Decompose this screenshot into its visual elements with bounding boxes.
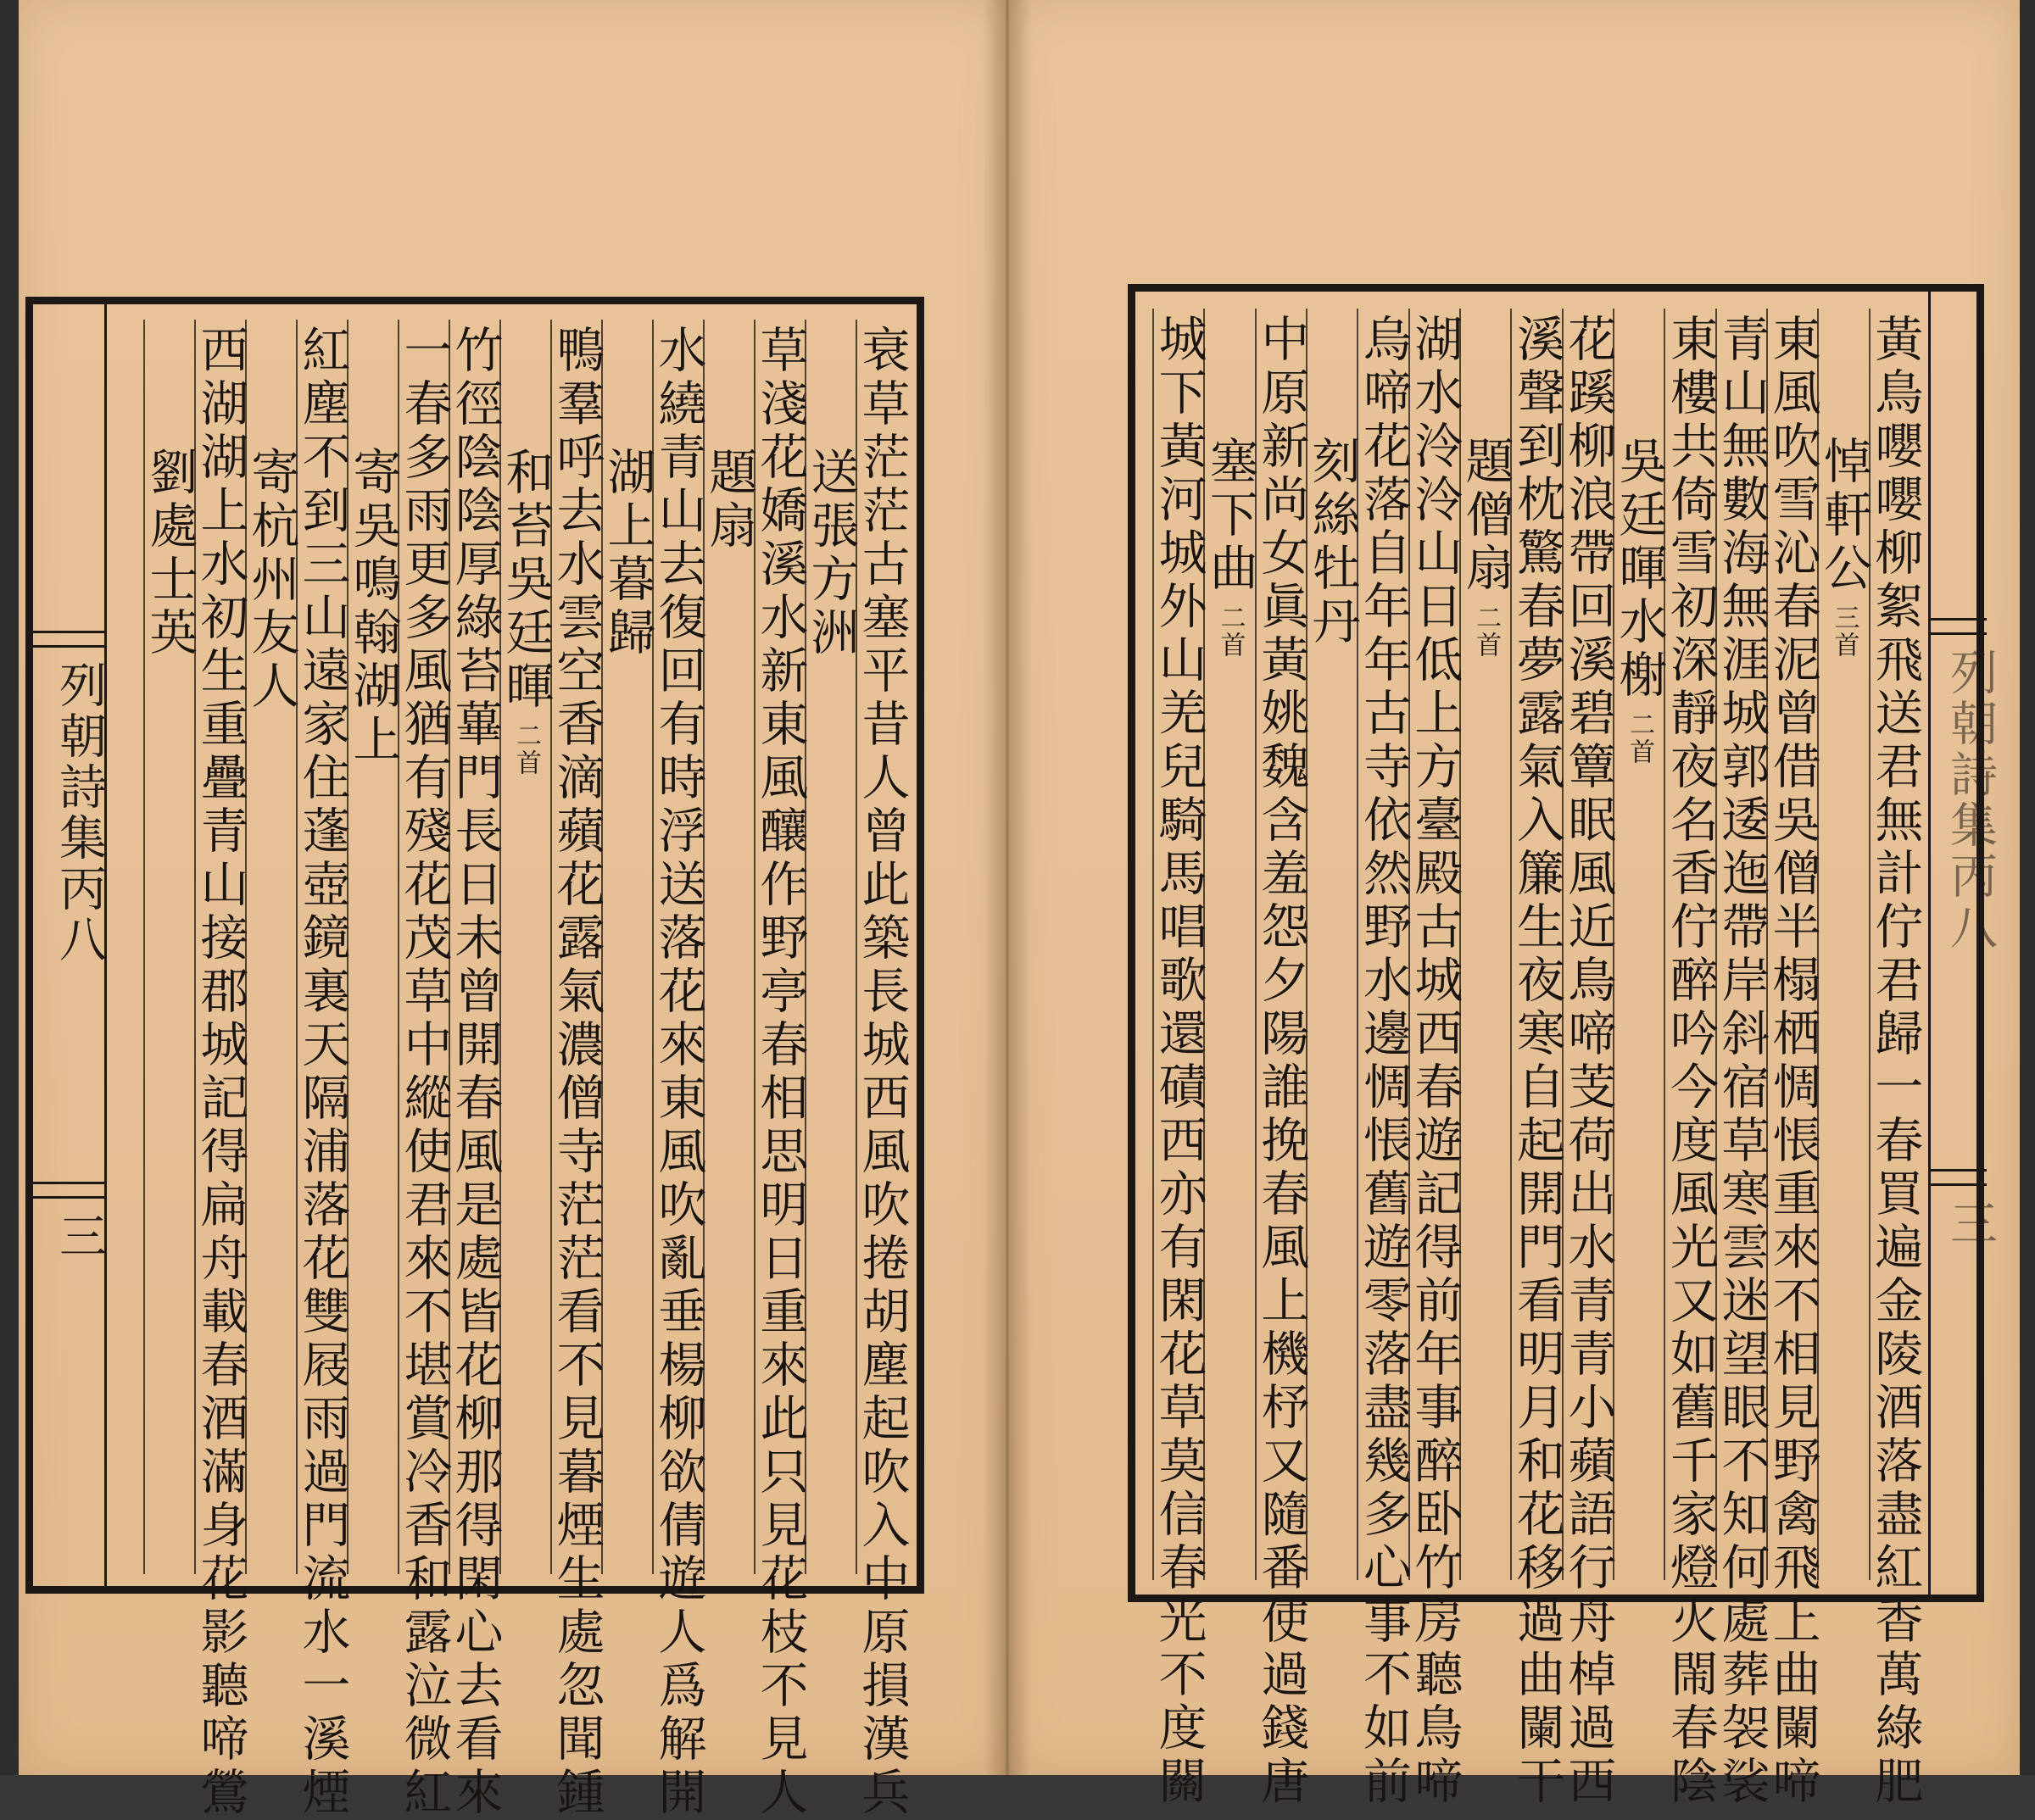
- poem-line: 東樓共倚雪初深靜夜名香佇醉吟今度風光又如舊千家燈火閙春陰: [1662, 314, 1719, 1809]
- right-text-block: [1151, 309, 1923, 1809]
- poem-title: 送張方洲: [803, 447, 859, 660]
- poem-line: 東風吹雪沁春泥曾借吳僧半榻栖惆悵重來不相見野禽飛上曲闌啼: [1765, 314, 1821, 1809]
- text-column: [701, 320, 757, 1574]
- poem-title: 題僧扇: [1458, 436, 1514, 596]
- poem-line: 溪聲到枕驚春夢露氣入簾生夜寒自起開門看明月和花移過曲闌干: [1508, 314, 1565, 1809]
- poem-count-note: 二首: [1215, 604, 1246, 659]
- poem-line: 衰草茫茫古塞平昔人曾此築長城西風吹捲胡塵起吹入中原損漢兵: [854, 325, 910, 1820]
- right-fishtail-top: [1931, 618, 1987, 635]
- left-margin-strip: [33, 304, 107, 1586]
- text-column: [345, 320, 401, 1574]
- poem-line: 黃鳥嚶嚶柳絮飛送君無計佇君歸一春買遍金陵酒落盡紅香萬綠肥: [1866, 314, 1923, 1809]
- poem-line: 烏啼花落自年年古寺依然野水邊惆悵舊遊零落盡幾多心事不如前: [1355, 314, 1412, 1809]
- poem-line: 中原新尚女眞黃姚魏含羞怨夕陽誰挽春風上機杼又隨番使過錢唐: [1252, 314, 1309, 1809]
- right-margin-title: 列朝詩集丙八: [1943, 648, 1998, 953]
- text-column: [1866, 309, 1923, 1809]
- poem-line: 鴨羣呼去水雲空香滴蘋花露氣濃僧寺茫茫看不見暮煙生處忽聞鍾: [549, 325, 605, 1820]
- text-column: [1713, 309, 1770, 1809]
- poem-count-note: 三首: [1829, 604, 1859, 659]
- text-column: [243, 320, 299, 1574]
- text-column: [752, 320, 808, 1820]
- left-page-frame: [25, 297, 924, 1820]
- right-margin-strip: [1928, 292, 1998, 1595]
- poem-title: 寄吳鳴翰湖上: [345, 447, 401, 767]
- text-column: [1252, 309, 1309, 1809]
- text-column: [1508, 309, 1565, 1809]
- text-column: [549, 320, 605, 1820]
- poem-title: 題扇: [701, 447, 757, 554]
- text-column: [192, 320, 248, 1820]
- poem-title: 劉處士英: [142, 447, 198, 660]
- text-column: [1406, 309, 1463, 1809]
- poem-line: 竹徑陰陰厚綠苔蓽門長日未曾開春風是處皆花柳那得閑心去看來: [447, 325, 503, 1820]
- text-column: [1355, 309, 1412, 1809]
- poem-title: 寄杭州友人: [243, 447, 299, 714]
- text-column: [1458, 309, 1514, 1580]
- text-column: [142, 320, 198, 1574]
- poem-title: 塞下曲: [1201, 436, 1258, 596]
- left-fishtail-bottom: [33, 1182, 104, 1199]
- poem-line: 湖水泠泠山日低上方臺殿古城西春遊記得前年事醉卧竹房聽鳥啼: [1406, 314, 1463, 1809]
- text-column: [1151, 309, 1207, 1809]
- poem-count-note: 二首: [511, 722, 541, 776]
- text-column: [498, 320, 554, 1574]
- text-column: [1201, 309, 1258, 1580]
- text-column: [396, 320, 452, 1820]
- text-column: [1765, 309, 1821, 1809]
- left-margin-title: 列朝詩集丙八: [52, 660, 107, 966]
- poem-title: 湖上暮歸: [599, 447, 655, 660]
- text-column: [1611, 309, 1668, 1580]
- poem-line: 花蹊柳浪帶回溪碧簟眠風近鳥啼芰荷出水青青小蘋語行舟棹過西: [1559, 314, 1616, 1809]
- poem-line: 草淺花嬌溪水新東風釀作野亭春相思明日重來此只見花枝不見人: [752, 325, 808, 1820]
- poem-title: 刻絲牡丹: [1304, 436, 1361, 649]
- left-fishtail-top: [33, 631, 104, 648]
- poem-line: 西湖湖上水初生重疊青山接郡城記得扁舟載春酒滿身花影聽啼鶯: [192, 325, 248, 1820]
- poem-line: 紅塵不到三山遠家住蓬壺鏡裏天隔浦落花雙屐雨過門流水一溪煙: [294, 325, 350, 1820]
- poem-title: 和苔吳廷暉: [498, 447, 554, 714]
- poem-title: 悼軒公: [1815, 436, 1872, 596]
- poem-line: 青山無數海無涯城郭逶迤帶岸斜宿草寒雲迷望眼不知何處葬袈裟: [1713, 314, 1770, 1809]
- poem-line: 城下黃河城外山羌兒騎馬唱歌還磧西亦有閑花草莫信春光不度關: [1151, 314, 1207, 1809]
- left-margin-page-no: 三: [52, 1211, 107, 1262]
- right-book-edge: [2020, 0, 2035, 1775]
- poem-title: 吳廷暉水榭: [1611, 436, 1668, 703]
- left-book-edge: [0, 0, 19, 1775]
- book-gutter: [984, 0, 1031, 1775]
- text-column: [294, 320, 350, 1820]
- left-text-block: [142, 320, 910, 1820]
- poem-line: 一春多雨更多風猶有殘花茂草中縱使君來不堪賞冷香和露泣微紅: [396, 325, 452, 1820]
- poem-count-note: 二首: [1625, 711, 1655, 765]
- poem-count-note: 二首: [1471, 604, 1502, 659]
- text-column: [1815, 309, 1872, 1580]
- poem-line: 水繞青山去復回有時浮送落花來東風吹亂垂楊柳欲倩遊人爲解開: [650, 325, 706, 1820]
- right-fishtail-bottom: [1931, 1169, 1987, 1186]
- text-column: [1559, 309, 1616, 1809]
- text-column: [447, 320, 503, 1820]
- text-column: [803, 320, 859, 1574]
- text-column: [1304, 309, 1361, 1580]
- text-column: [599, 320, 655, 1574]
- right-margin-page-no: 三: [1943, 1199, 1998, 1250]
- text-column: [854, 320, 910, 1820]
- right-page-frame: [1128, 284, 1998, 1809]
- text-column: [650, 320, 706, 1820]
- text-column: [1662, 309, 1719, 1809]
